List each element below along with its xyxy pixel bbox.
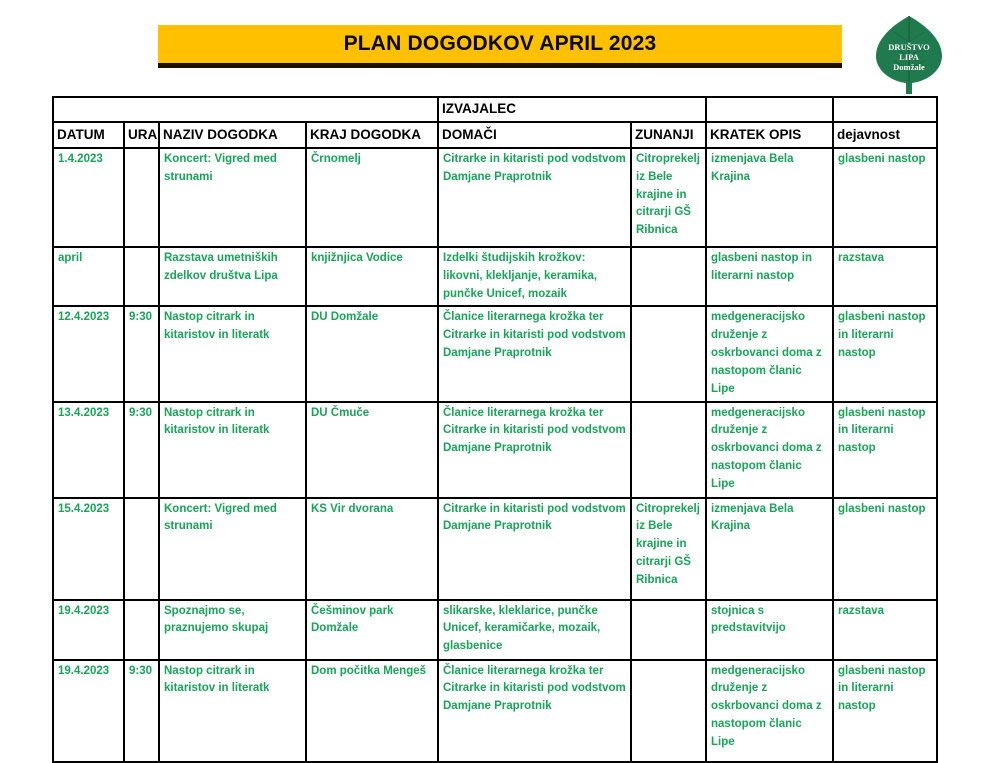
cell-ura (124, 498, 159, 600)
table-body (53, 148, 937, 762)
title-underline-bar (158, 63, 842, 68)
table-row (53, 306, 937, 401)
cell-opis: medgeneracijsko druženje z oskrbovanci doma z nastopom članic Lipe (706, 306, 833, 401)
cell-zunanji (631, 402, 706, 498)
cell-ura: 9:30 (124, 306, 159, 401)
table-column-header-row (53, 122, 937, 148)
cell-ura: 9:30 (124, 660, 159, 762)
cell-opis: glasbeni nastop in literarni nastop (706, 247, 833, 306)
cell-dejavnost: glasbeni nastop (833, 498, 937, 600)
cell-naziv: Nastop citrark in kitaristov in literatk (159, 402, 306, 498)
cell-dejavnost: glasbeni nastop in literarni nastop (833, 660, 937, 762)
cell-kraj: Črnomelj (306, 148, 438, 247)
cell-domaci: Izdelki študijskih krožkov: likovni, klekljanje, keramika, punčke Unicef, mozaik (438, 247, 631, 306)
table-row (53, 148, 937, 247)
column-header-domaci: DOMAČI (438, 122, 631, 148)
cell-opis: medgeneracijsko druženje z oskrbovanci doma z nastopom članic Lipe (706, 402, 833, 498)
cell-ura (124, 600, 159, 660)
cell-naziv: Koncert: Vigred med strunami (159, 148, 306, 247)
logo-line-1: DRUŠTVO (888, 42, 930, 52)
events-plan-table (52, 96, 938, 763)
cell-datum: april (53, 247, 124, 306)
cell-dejavnost: razstava (833, 600, 937, 660)
group-header-izvajalec: IZVAJALEC (438, 97, 706, 122)
column-header-zunanji: ZUNANJI (631, 122, 706, 148)
column-header-ura: URA (124, 122, 159, 148)
logo-line-2: LIPA (899, 52, 919, 62)
cell-kraj: knjižnjica Vodice (306, 247, 438, 306)
cell-zunanji: Citroprekelj iz Bele krajine in citrarji GŠ Ribnica (631, 148, 706, 247)
group-header-blank-dejavnost (833, 97, 937, 122)
cell-domaci: Citrarke in kitaristi pod vodstvom Damjane Praprotnik (438, 498, 631, 600)
cell-ura: 9:30 (124, 402, 159, 498)
cell-datum: 12.4.2023 (53, 306, 124, 401)
cell-domaci: Članice literarnega krožka ter Citrarke in kitaristi pod vodstvom Damjane Praprotnik (438, 402, 631, 498)
cell-datum: 19.4.2023 (53, 660, 124, 762)
table-header (53, 97, 937, 148)
cell-zunanji: Citroprekelj iz Bele krajine in citrarji GŠ Ribnica (631, 498, 706, 600)
cell-naziv: Nastop citrark in kitaristov in literatk (159, 660, 306, 762)
table-row (53, 498, 937, 600)
cell-kraj: Češminov park Domžale (306, 600, 438, 660)
cell-zunanji (631, 660, 706, 762)
table-row (53, 402, 937, 498)
cell-opis: stojnica s predstavitvijo (706, 600, 833, 660)
page-title: PLAN DOGODKOV APRIL 2023 (343, 32, 657, 55)
cell-kraj: DU Čmuče (306, 402, 438, 498)
table-row (53, 600, 937, 660)
column-header-dejavnost: dejavnost (833, 122, 937, 148)
cell-datum: 15.4.2023 (53, 498, 124, 600)
group-header-blank-opis (706, 97, 833, 122)
drustvo-lipa-logo (866, 12, 952, 96)
column-header-kraj: KRAJ DOGODKA (306, 122, 438, 148)
cell-ura (124, 148, 159, 247)
cell-datum: 19.4.2023 (53, 600, 124, 660)
column-header-naziv: NAZIV DOGODKA (159, 122, 306, 148)
table-row (53, 660, 937, 762)
cell-naziv: Razstava umetniških zdelkov društva Lipa (159, 247, 306, 306)
title-banner (158, 25, 842, 63)
cell-datum: 13.4.2023 (53, 402, 124, 498)
cell-opis: izmenjava Bela Krajina (706, 498, 833, 600)
cell-domaci: slikarske, kleklarice, punčke Unicef, keramičarke, mozaik, glasbenice (438, 600, 631, 660)
cell-ura (124, 247, 159, 306)
cell-zunanji (631, 247, 706, 306)
cell-kraj: DU Domžale (306, 306, 438, 401)
table-row (53, 247, 937, 306)
column-header-opis: KRATEK OPIS (706, 122, 833, 148)
cell-naziv: Koncert: Vigred med strunami (159, 498, 306, 600)
cell-kraj: Dom počitka Mengeš (306, 660, 438, 762)
cell-zunanji (631, 600, 706, 660)
cell-zunanji (631, 306, 706, 401)
group-header-blank-left (53, 97, 438, 122)
cell-dejavnost: glasbeni nastop (833, 148, 937, 247)
cell-naziv: Nastop citrark in kitaristov in literatk (159, 306, 306, 401)
cell-domaci: Članice literarnega krožka ter Citrarke in kitaristi pod vodstvom Damjane Praprotnik (438, 660, 631, 762)
cell-opis: izmenjava Bela Krajina (706, 148, 833, 247)
cell-dejavnost: glasbeni nastop in literarni nastop (833, 402, 937, 498)
cell-domaci: Citrarke in kitaristi pod vodstvom Damjane Praprotnik (438, 148, 631, 247)
cell-domaci: Članice literarnega krožka ter Citrarke in kitaristi pod vodstvom Damjane Praprotnik (438, 306, 631, 401)
cell-naziv: Spoznajmo se, praznujemo skupaj (159, 600, 306, 660)
cell-dejavnost: glasbeni nastop in literarni nastop (833, 306, 937, 401)
column-header-datum: DATUM (53, 122, 124, 148)
cell-kraj: KS Vir dvorana (306, 498, 438, 600)
table-group-header-row (53, 97, 937, 122)
cell-opis: medgeneracijsko druženje z oskrbovanci doma z nastopom članic Lipe (706, 660, 833, 762)
cell-dejavnost: razstava (833, 247, 937, 306)
cell-datum: 1.4.2023 (53, 148, 124, 247)
logo-line-3: Domžale (893, 62, 925, 72)
